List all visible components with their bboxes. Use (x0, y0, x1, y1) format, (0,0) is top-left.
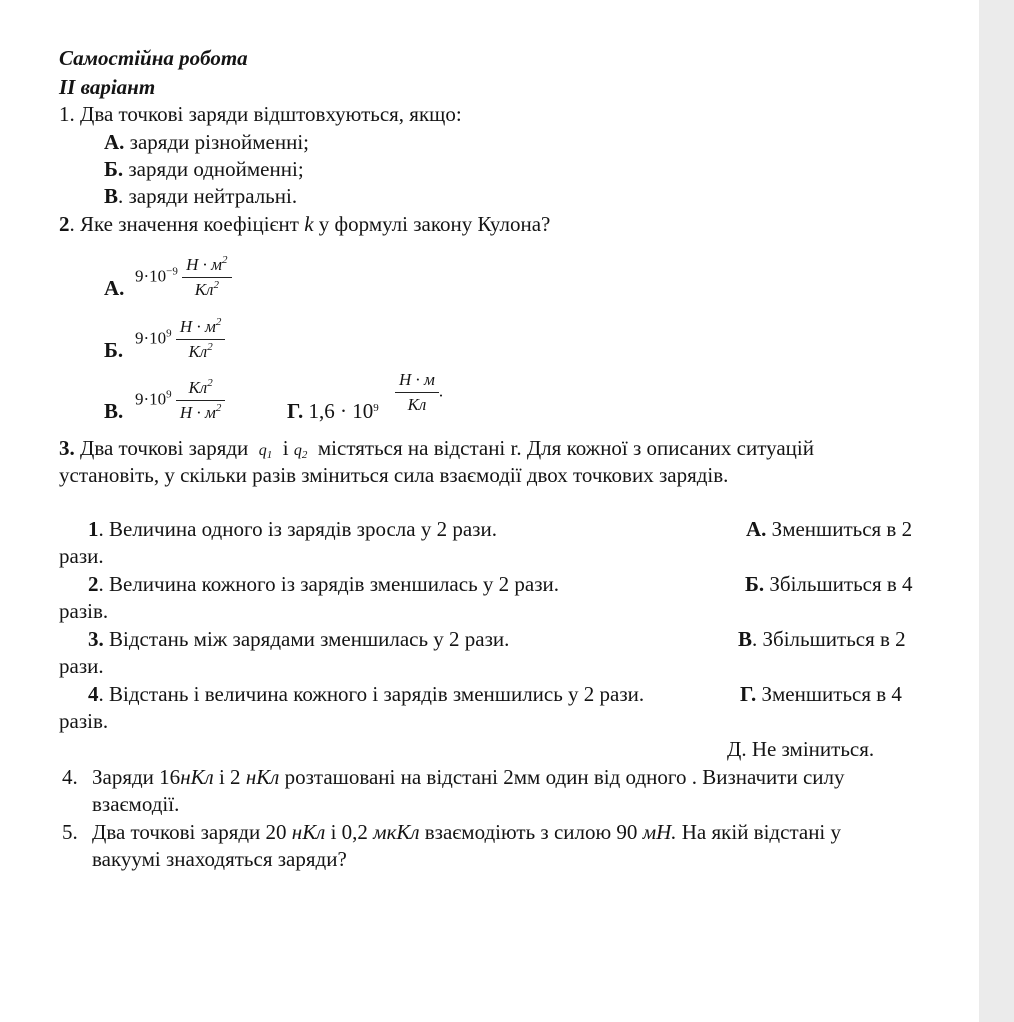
question-4-line-2: взаємодії. (92, 792, 180, 816)
option-letter: А. (104, 130, 125, 154)
question-5: Два точкові заряди 20 нКл і 0,2 мкКл взаємодіють з силою 90 мН. На якій відстані у (92, 820, 842, 844)
question-5-number: 5. (62, 820, 78, 844)
unit-fraction: $\frac{Н \cdot м^2}{Кл^2}$ (176, 317, 225, 362)
unit-fraction: $\frac{Кл^2}{Н \cdot м^2}$ (176, 378, 225, 423)
q3-answer-c: В. Збільшиться в 2 (738, 627, 906, 651)
option-text: . заряди нейтральні. (118, 184, 298, 208)
q3-answer-a: А. Зменшиться в 2 (746, 517, 913, 541)
question-4-number: 4. (62, 765, 78, 789)
unit-fraction: $\frac{Н \cdot м^2}{Кл^2}$ (182, 255, 231, 300)
q3-answer-e: Д. Не зміниться. (727, 737, 875, 761)
question-number: 3. (59, 436, 75, 460)
q1-option-b (104, 157, 304, 181)
option-value: 1,6 · 10 (308, 399, 374, 423)
question-text: Два точкові заряди відштовхуються, якщо: (80, 102, 462, 126)
option-letter: Б. (104, 157, 124, 181)
scrollbar-track[interactable] (979, 0, 1014, 1022)
question-number: 2 (59, 212, 70, 236)
q3-answer-d: Г. Зменшиться в 4 (740, 682, 902, 706)
charge-q2: $q_2$ (293, 442, 308, 461)
q2-option-d: Г. $1,6 \cdot 10^9$ (287, 399, 379, 423)
question-text: у формулі закону Кулона? (313, 212, 551, 236)
q2-option-a-letter: А. (104, 276, 125, 300)
q3-answer-c-cont: рази. (59, 654, 104, 678)
q3-answer-b-cont: разів. (59, 599, 109, 623)
document-title: Самостійна робота (59, 46, 248, 70)
question-3: 3. Два точкові заряди $q_1$ і $q_2$ містяться на відстані r. Для кожної з описаних ситуацій (59, 436, 814, 461)
q2-option-a-formula: $9\cdot 10^{-9}$ $\frac{Н \cdot м^2}{Кл^2}$ (135, 255, 232, 300)
option-text: заряди різнойменні; (129, 130, 309, 154)
question-text: Два точкові заряди (80, 436, 249, 460)
option-letter: Г. (287, 399, 304, 423)
q2-option-c-letter: В. (104, 399, 124, 423)
coefficient-symbol: k (304, 212, 314, 236)
q2-option-b-letter: Б. (104, 338, 124, 362)
charge-q1: $q_1$ (258, 442, 273, 461)
option-letter: В (104, 184, 119, 208)
question-number: 1. (59, 102, 75, 126)
q3-item-1: 1. Величина одного із зарядів зросла у 2 рази. (88, 517, 497, 541)
variant-label: II варіант (59, 75, 156, 99)
q3-item-3: 3. Відстань між зарядами зменшилась у 2 рази. (88, 627, 510, 651)
q2-option-d-fraction: $\frac{Н \cdot м}{Кл}$ . (395, 370, 443, 415)
q3-answer-d-cont: разів. (59, 709, 109, 733)
question-2 (59, 212, 550, 236)
q1-option-a (104, 130, 309, 154)
question-1 (59, 102, 462, 126)
q2-option-c-formula: $9\cdot 10^9$ $\frac{Кл^2}{Н \cdot м^2}$ (135, 378, 225, 423)
q1-option-c (104, 184, 297, 208)
q3-item-2: 2. Величина кожного із зарядів зменшилась у 2 рази. (88, 572, 560, 596)
question-text: . Яке значення коефіцієнт (69, 212, 305, 236)
option-text: заряди однойменні; (128, 157, 304, 181)
question-5-line-2: вакуумі знаходяться заряди? (92, 847, 347, 871)
q3-answer-a-cont: рази. (59, 544, 104, 568)
question-3-line-2: установіть, у скільки разів зміниться сила взаємодії двох точкових зарядів. (59, 463, 729, 487)
q3-item-4: 4. Відстань і величина кожного і зарядів зменшились у 2 рази. (88, 682, 645, 706)
q3-answer-b: Б. Збільшиться в 4 (745, 572, 913, 596)
q2-option-b-formula: $9\cdot 10^9$ $\frac{Н \cdot м^2}{Кл^2}$ (135, 317, 225, 362)
question-text: містяться на відстані r. Для кожної з описаних ситуацій (317, 436, 814, 460)
question-4: Заряди 16нКл і 2 нКл розташовані на відстані 2мм один від одного . Визначити силу (92, 765, 845, 789)
